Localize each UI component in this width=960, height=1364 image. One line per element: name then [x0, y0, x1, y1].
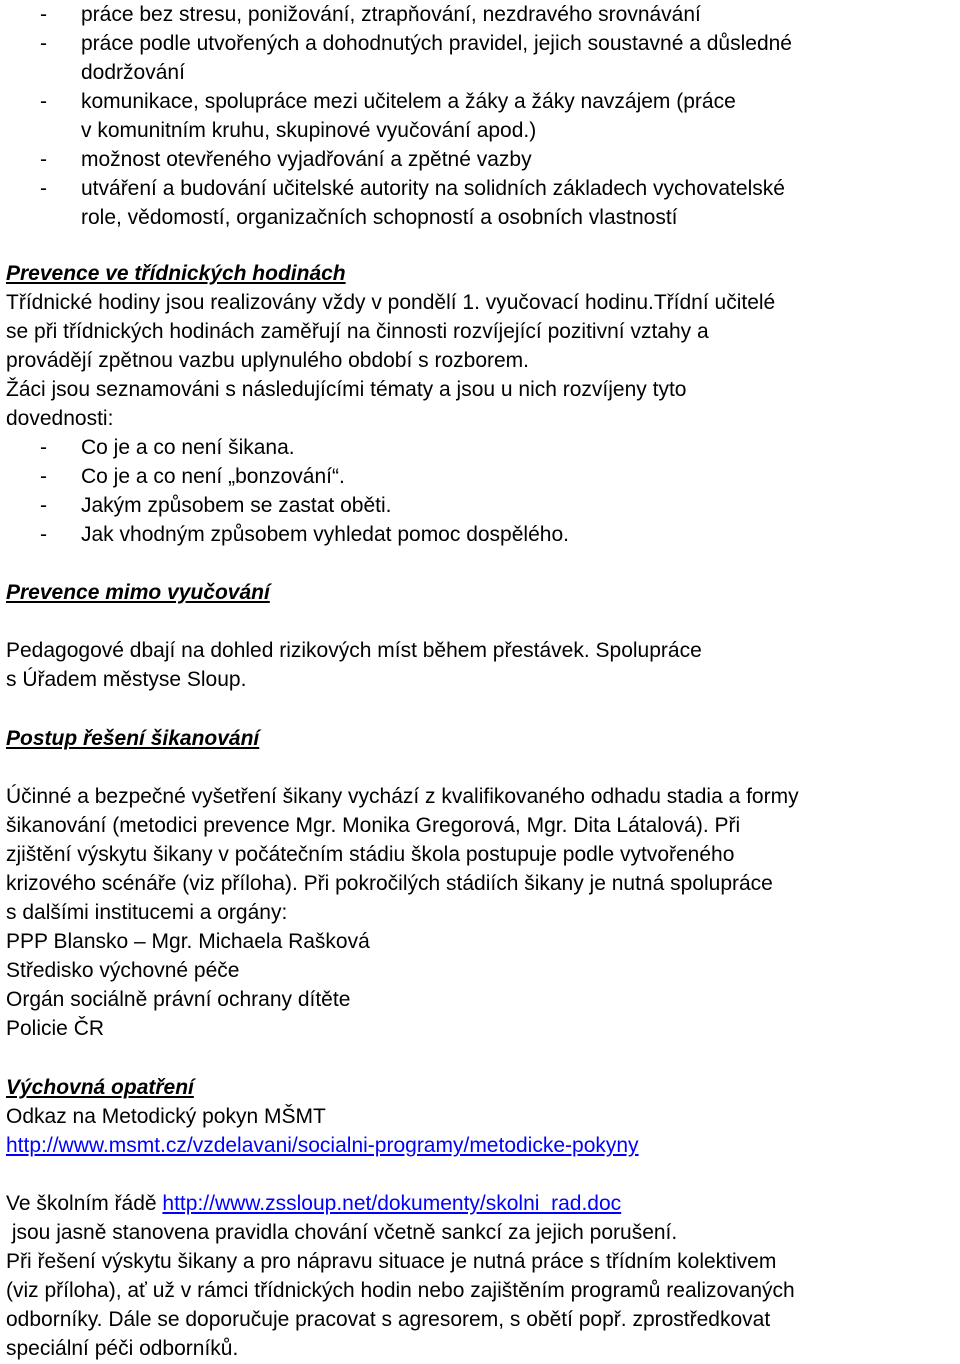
- section-heading: Prevence ve třídnických hodinách: [6, 262, 346, 285]
- section-heading: Prevence mimo vyučování: [6, 581, 270, 604]
- paragraph-line: provádějí zpětnou vazbu uplynulého období s rozborem.: [6, 349, 530, 372]
- paragraph-line: krizového scénáře (viz příloha). Při pokročilých stádiích šikany je nutná spolupráce: [6, 872, 773, 895]
- paragraph-line: jsou jasně stanovena pravidla chování včetně sankcí za jejich porušení.: [6, 1221, 678, 1244]
- paragraph-line: s dalšími institucemi a orgány:: [6, 901, 288, 924]
- paragraph-line: zjištění výskytu šikany v počátečním stádiu škola postupuje podle vytvořeného: [6, 843, 735, 866]
- paragraph-line: Při řešení výskytu šikany a pro nápravu situace je nutná práce s třídním kolektivem: [6, 1250, 777, 1273]
- paragraph-line: [6, 1131, 958, 1160]
- paragraph-line: PPP Blansko – Mgr. Michaela Rašková: [6, 930, 370, 953]
- paragraph-line: [6, 1189, 958, 1218]
- paragraph-line: Policie ČR: [6, 1017, 105, 1040]
- section-heading: Výchovná opatření: [6, 1076, 194, 1099]
- paragraph-line: speciální péči odborníků.: [6, 1337, 239, 1360]
- paragraph-line: odborníky. Dále se doporučuje pracovat s agresorem, s obětí popř. zprostředkovat: [6, 1308, 771, 1331]
- paragraph-line: Odkaz na Metodický pokyn MŠMT: [6, 1105, 326, 1128]
- paragraph-line: Žáci jsou seznamováni s následujícími tématy a jsou u nich rozvíjeny tyto: [6, 378, 687, 401]
- paragraph-line: Třídnické hodiny jsou realizovány vždy v pondělí 1. vyučovací hodinu.Třídní učitelé: [6, 291, 776, 314]
- paragraph-line: šikanování (metodici prevence Mgr. Monika Gregorová, Mgr. Dita Látalová). Při: [6, 814, 741, 837]
- section-heading: Postup řešení šikanování: [6, 727, 260, 750]
- msmt-link[interactable]: http://www.msmt.cz/vzdelavani/socialni-programy/metodicke-pokyny: [6, 1134, 639, 1157]
- paragraph-line: s Úřadem městyse Sloup.: [6, 668, 247, 691]
- paragraph-line: Středisko výchovné péče: [6, 959, 240, 982]
- paragraph-line: Orgán sociálně právní ochrany dítěte: [6, 988, 351, 1011]
- text-prefix: Ve školním řádě: [6, 1192, 163, 1215]
- paragraph-line: Účinné a bezpečné vyšetření šikany vychází z kvalifikovaného odhadu stadia a formy: [6, 785, 799, 808]
- paragraph-line: (viz příloha), ať už v rámci třídnických hodin nebo zajištěním programů realizovaných: [6, 1279, 795, 1302]
- paragraph-line: dovednosti:: [6, 407, 114, 430]
- document-page: - práce bez stresu, ponižování, ztrapňování, nezdravého srovnávání - práce podle utvořených a dohodnutých pravidel, jejich soustavné a důsledné dodržování - komunikace, spolupráce mezi učitelem a žáky a žáky navzájem (práce v komunitním kruhu, skupinové vyučování apod.) - možnost otevřeného vyjadřování a zpětné vazby - utváření a budování učitelské autority na solidních základech vychovatelské role, vědomostí, organizačních schopností a osobních vlastností Prevence ve třídnických hodinách Třídnické hodiny jsou realizovány vždy v pondělí 1. vyučovací hodinu.Třídní učitelé se při třídnických hodinách zaměřují na činnosti rozvíjející pozitivní vztahy a provádějí zpětnou vazbu uplynulého období s rozborem. Žáci jsou seznamováni s následujícími tématy a jsou u nich rozvíjeny tyto dovednosti: - Co je a co není šikana. - Co je a co není „bonzování“. - Jakým způsobem se zastat oběti. - Jak vhodným způsobem vyhledat pomoc dospělého. Prevence mimo vyučování Pedagogové dbají na dohled rizikových míst během přestávek. Spolupráce s Úřadem městyse Sloup. Postup řešení šikanování Účinné a bezpečné vyšetření šikany vychází z kvalifikovaného odhadu stadia a formy šikanování (metodici prevence Mgr. Monika Gregorová, Mgr. Dita Látalová). Při zjištění výskytu šikany v počátečním stádiu škola postupuje podle vytvořeného krizového scénáře (viz příloha). Při pokročilých stádiích šikany je nutná spolupráce s dalšími institucemi a orgány: PPP Blansko – Mgr. Michaela Rašková Středisko výchovné péče Orgán sociálně právní ochrany dítěte Policie ČR Výchovná opatření Odkaz na Metodický pokyn MŠMT http://www.msmt.cz/vzdelavani/socialni-programy/metodicke-pokyny Ve školním řádě http://www.zssloup.net/dokumenty/skolni_rad.doc jsou jasně stanovena pravidla chování včetně sankcí za jejich porušení. Při řešení výskytu šikany a pro nápravu situace je nutná práce s třídním kolektivem (viz příloha), ať už v rámci třídnických hodin nebo zajištěním programů realizovaných odborníky. Dále se doporučuje pracovat s agresorem, s obětí popř. zprostředkovat speciální péči odborníků.: [0, 0, 960, 1364]
- paragraph-line: se při třídnických hodinách zaměřují na činnosti rozvíjející pozitivní vztahy a: [6, 320, 709, 343]
- paragraph-line: Pedagogové dbají na dohled rizikových míst během přestávek. Spolupráce: [6, 639, 702, 662]
- school-rules-link[interactable]: http://www.zssloup.net/dokumenty/skolni_rad.doc: [162, 1192, 622, 1215]
